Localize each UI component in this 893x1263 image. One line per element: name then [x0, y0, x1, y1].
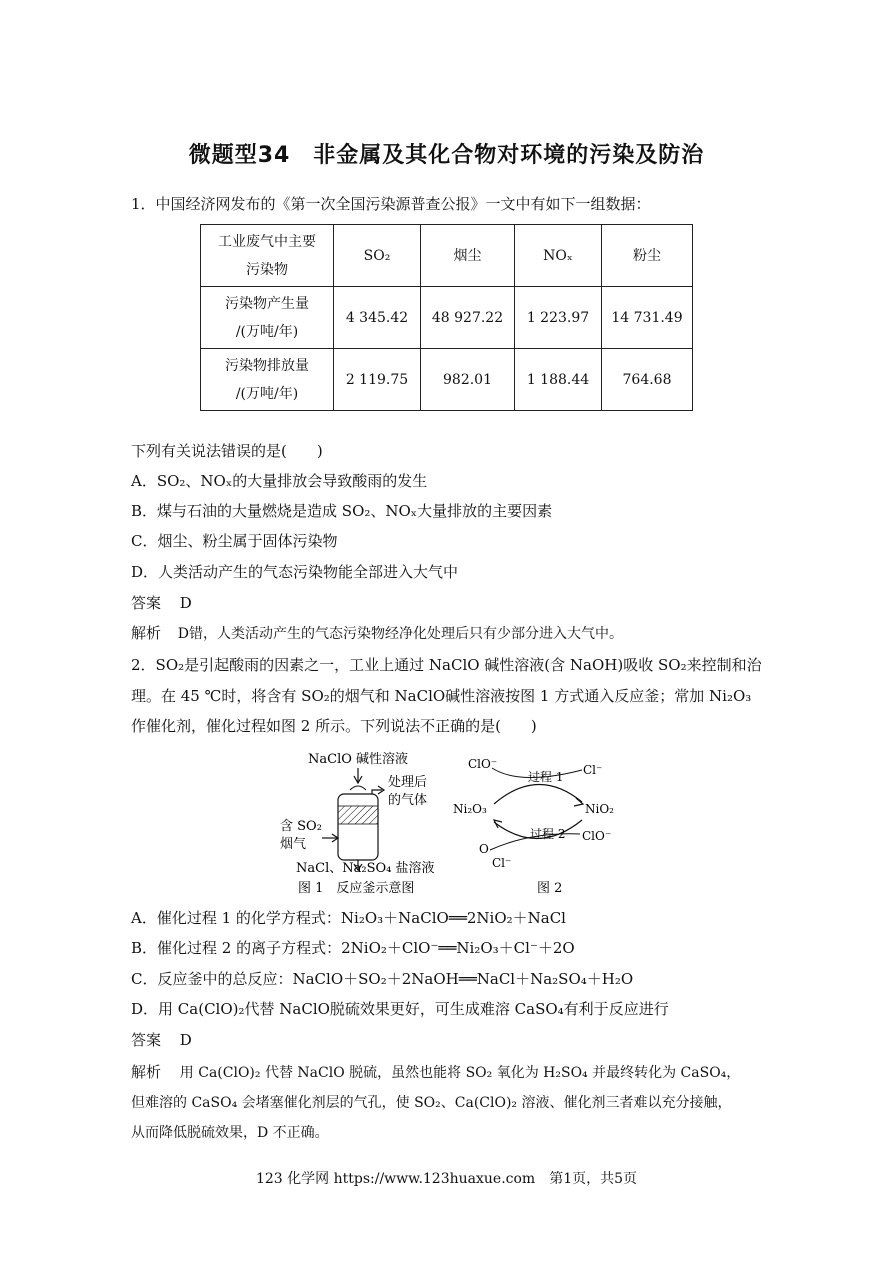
table-cell: 48 927.22	[421, 287, 515, 349]
analysis-text: D错，人类活动产生的气态污染物经净化处理后只有少部分进入大气中。	[177, 626, 624, 642]
q2-option-b: B．催化过程 2 的离子方程式：2NiO₂＋ClO⁻══Ni₂O₃＋Cl⁻＋2O	[131, 939, 575, 957]
process1-arc	[494, 784, 582, 804]
analysis-label: 解析	[131, 624, 162, 642]
q1-analysis	[131, 622, 623, 645]
analysis-label: 解析	[131, 1063, 162, 1081]
q2-option-c: C．反应釜中的总反应：NaClO＋SO₂＋2NaOH══NaCl＋Na₂SO₄＋H₂O	[131, 970, 634, 988]
q1-stem: 1．中国经济网发布的《第一次全国污染源普查公报》一文中有如下一组数据：	[131, 195, 651, 213]
fig2-caption: 图 2	[537, 881, 563, 896]
answer-label: 答案	[131, 594, 162, 612]
fig1-out-label2: 的气体	[388, 793, 428, 808]
header-label-line2: 污染物	[246, 261, 288, 278]
q2-stem-line: 作催化剂，催化过程如图 2 所示。下列说法不正确的是( )	[131, 717, 537, 735]
fig1-in-label2: 烟气	[280, 837, 307, 852]
q1-option-d: D．人类活动产生的气态污染物能全部进入大气中	[131, 563, 459, 581]
answer-value: D	[179, 594, 192, 612]
fig1-caption: 图 1 反应釜示意图	[298, 881, 415, 896]
q1-option-a: A．SO₂、NOₓ的大量排放会导致酸雨的发生	[131, 472, 428, 490]
table-cell: 1 223.97	[515, 287, 602, 349]
q1-prompt: 下列有关说法错误的是( )	[131, 442, 323, 460]
table-row	[201, 349, 693, 411]
table-header-cell: 粉尘	[602, 225, 693, 287]
catalyst-layer	[338, 806, 378, 824]
fig2-o: O	[479, 842, 489, 856]
table-header-cell: NOₓ	[515, 225, 602, 287]
table-header-row	[201, 225, 693, 287]
table-header-cell: 烟尘	[421, 225, 515, 287]
q2-option-d: D．用 Ca(ClO)₂代替 NaClO脱硫效果更好，可生成难溶 CaSO₄有利于反应进行	[131, 1000, 669, 1018]
table-row-label	[201, 287, 334, 349]
q2-answer	[131, 1029, 192, 1051]
row-label-line1: 污染物排放量	[225, 357, 309, 374]
fig2-cl-top: Cl⁻	[583, 763, 603, 777]
table-cell: 14 731.49	[602, 287, 693, 349]
q1-answer	[131, 592, 192, 614]
reaction-figures	[270, 746, 640, 906]
fig1-bottom-label: NaCl、Na₂SO₄ 盐溶液	[296, 861, 435, 876]
reactor-figure	[280, 751, 434, 896]
table-cell: 2 119.75	[334, 349, 421, 411]
page-footer: 123 化学网 https://www.123huaxue.com 第1页，共5页	[255, 1171, 638, 1187]
row-label-line2: /(万吨/年)	[235, 323, 299, 340]
header-label-line1: 工业废气中主要	[218, 233, 316, 250]
fig2-ni2o3: Ni₂O₃	[453, 802, 487, 816]
fig1-in-label1: 含 SO₂	[280, 819, 322, 834]
table-cell: 1 188.44	[515, 349, 602, 411]
page-title: 微题型34 非金属及其化合物对环境的污染及防治	[188, 143, 705, 168]
table-row-label	[201, 349, 334, 411]
table-header-cell: SO₂	[334, 225, 421, 287]
fig2-clo-top: ClO⁻	[468, 757, 498, 771]
catalytic-cycle-figure	[453, 757, 614, 896]
analysis-text-line: 但难溶的 CaSO₄ 会堵塞催化剂层的气孔，使 SO₂、Ca(ClO)₂ 溶液、催化剂三者难以充分接触，	[131, 1095, 732, 1111]
q1-option-c: C．烟尘、粉尘属于固体污染物	[131, 532, 338, 550]
table-cell: 4 345.42	[334, 287, 421, 349]
fig2-cl-bottom: Cl⁻	[492, 856, 512, 870]
analysis-text: 用 Ca(ClO)₂ 代替 NaClO 脱硫，虽然也能将 SO₂ 氧化为 H₂SO₄ 并最终转化为 CaSO₄，	[179, 1065, 741, 1081]
fig2-nio2: NiO₂	[585, 802, 614, 816]
table-cell: 764.68	[602, 349, 693, 411]
pollution-table	[200, 224, 693, 411]
row-label-line1: 污染物产生量	[225, 295, 309, 312]
q2-stem-line: 理。在 45 ℃时，将含有 SO₂的烟气和 NaClO碱性溶液按图 1 方式通入反应釜；常加 Ni₂O₃	[131, 687, 752, 705]
table-row	[201, 287, 693, 349]
table-cell: 982.01	[421, 349, 515, 411]
q1-option-b: B．煤与石油的大量燃烧是造成 SO₂、NOₓ大量排放的主要因素	[131, 502, 553, 520]
table-header-cell	[201, 225, 334, 287]
row-label-line2: /(万吨/年)	[235, 385, 299, 402]
q2-option-a: A．催化过程 1 的化学方程式：Ni₂O₃＋NaClO══2NiO₂＋NaCl	[131, 909, 566, 927]
q2-stem-line: 2．SO₂是引起酸雨的因素之一，工业上通过 NaClO 碱性溶液(含 NaOH)吸收 SO₂来控制和治	[131, 656, 762, 674]
q2-analysis	[131, 1061, 740, 1084]
fig2-clo-bottom: ClO⁻	[582, 829, 612, 843]
fig2-step2: 过程 2	[530, 827, 566, 841]
reactor-vessel	[338, 794, 378, 860]
fig1-out-label1: 处理后	[388, 775, 428, 790]
answer-value: D	[179, 1031, 192, 1049]
fig2-step1: 过程 1	[528, 770, 564, 784]
analysis-text-line: 从而降低脱硫效果，D 不正确。	[131, 1125, 329, 1141]
answer-label: 答案	[131, 1031, 162, 1049]
fig1-top-label: NaClO 碱性溶液	[308, 752, 409, 767]
